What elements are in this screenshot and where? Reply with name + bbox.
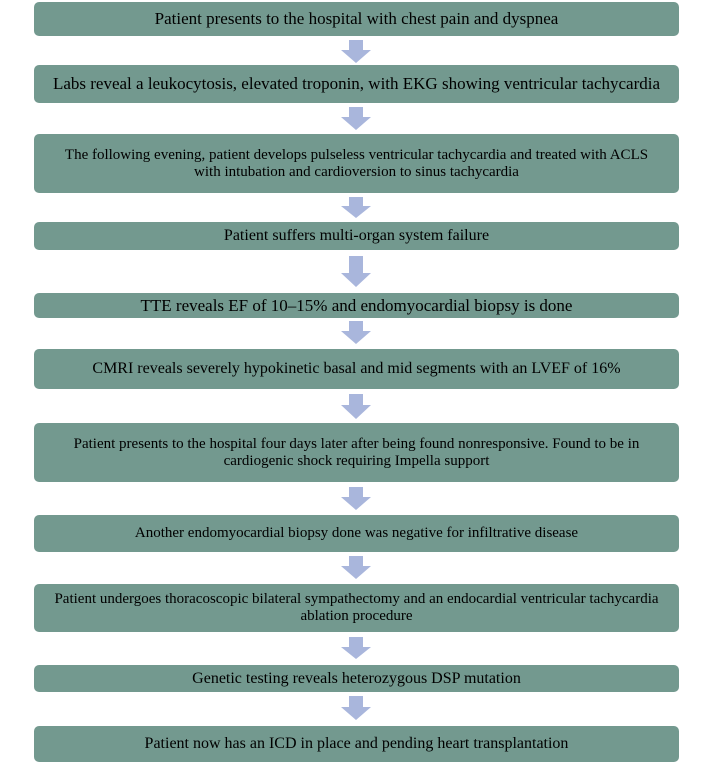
down-arrow-icon (341, 556, 371, 579)
down-arrow-icon (341, 40, 371, 63)
down-arrow-icon (341, 394, 371, 419)
down-arrow-icon (341, 637, 371, 659)
down-arrow-icon (341, 321, 371, 344)
step-box-icd (34, 726, 679, 762)
step-box-organ-failure (34, 222, 679, 250)
down-arrow-icon (341, 487, 371, 510)
step-text: TTE reveals EF of 10–15% and endomyocardial biopsy is done (140, 295, 573, 315)
step-box-pulseless-vt (34, 134, 679, 193)
step-text: Another endomyocardial biopsy done was negative for infiltrative disease (134, 525, 579, 542)
step-text: Patient now has an ICD in place and pending heart transplantation (144, 735, 569, 753)
step-box-genetic (34, 665, 679, 692)
step-box-sympathectomy (34, 584, 679, 632)
down-arrow-icon (341, 197, 371, 218)
step-text: Patient undergoes thoracoscopic bilateral sympathectomy and an endocardial ventricular tachycardia ablation procedure (54, 591, 659, 624)
step-box-tte (34, 293, 679, 318)
step-box-cmri (34, 349, 679, 389)
step-text: Patient presents to the hospital with chest pain and dyspnea (154, 9, 559, 29)
step-text: Labs reveal a leukocytosis, elevated troponin, with EKG showing ventricular tachycardia (52, 74, 661, 94)
step-text: Genetic testing reveals heterozygous DSP mutation (192, 669, 521, 687)
step-text: The following evening, patient develops pulseless ventricular tachycardia and treated with ACLS with intubation and cardioversion to sinus tachycardia (64, 146, 649, 180)
step-text: Patient suffers multi-organ system failure (223, 227, 490, 245)
step-box-second-biopsy (34, 515, 679, 552)
step-box-labs (34, 65, 679, 103)
down-arrow-icon (341, 107, 371, 130)
step-text: CMRI reveals severely hypokinetic basal and mid segments with an LVEF of 16% (92, 360, 621, 378)
step-box-represent (34, 423, 679, 482)
down-arrow-icon (341, 696, 371, 720)
down-arrow-icon (341, 256, 371, 287)
step-box-presentation (34, 2, 679, 36)
step-text: Patient presents to the hospital four days later after being found nonresponsive. Found to be in cardiogenic shock requiring Impella support (73, 435, 640, 469)
